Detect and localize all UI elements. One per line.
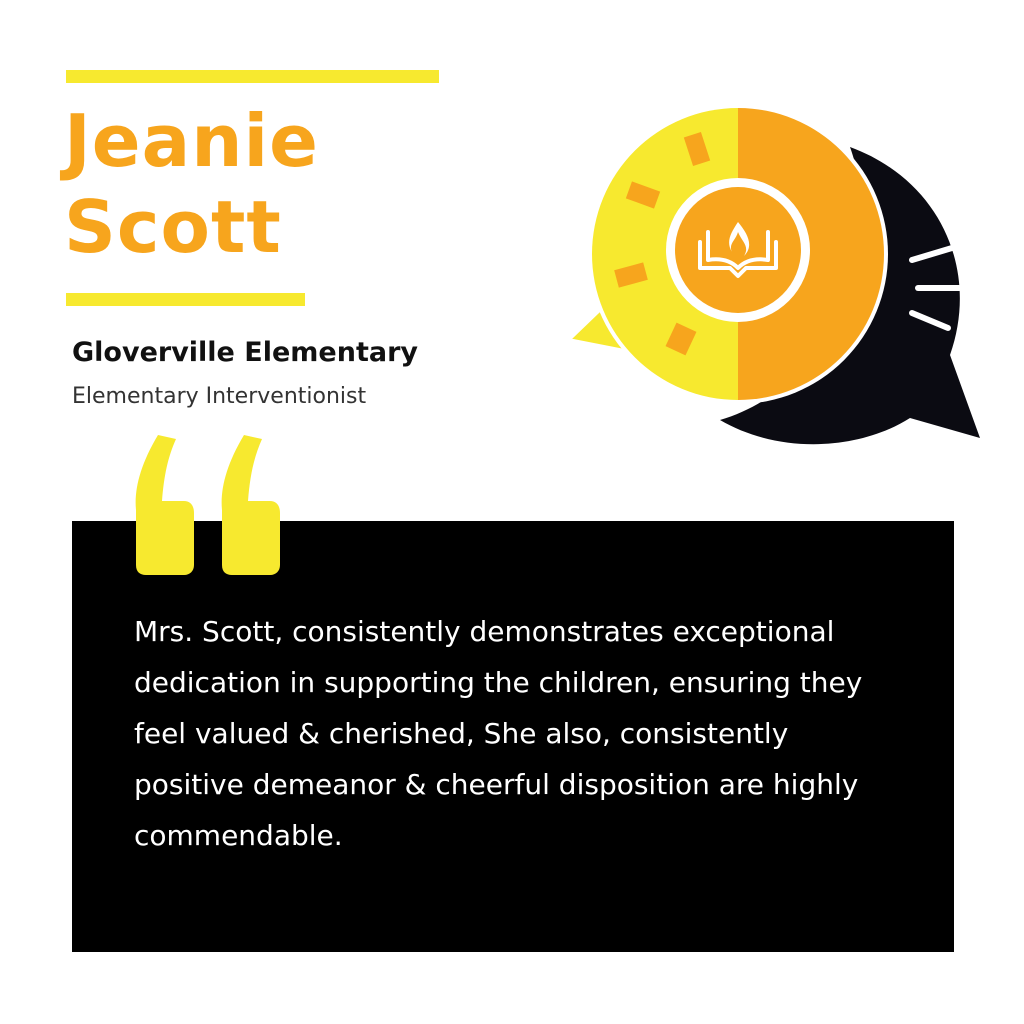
testimonial-quote: Mrs. Scott, consistently demonstrates exceptional dedication in supporting the children, ensuring they feel valued & cherished, She also, consistently positive demeanor & cheerful disposition are highly commendable. xyxy=(134,615,863,852)
job-title: Elementary Interventionist xyxy=(72,384,367,409)
school-name: Gloverville Elementary xyxy=(72,337,418,368)
speech-bubble-logo xyxy=(560,100,990,460)
bottom-accent-bar xyxy=(66,293,305,306)
top-accent-bar xyxy=(66,70,439,83)
quotation-mark-icon xyxy=(130,435,290,580)
person-name: Jeanie Scott xyxy=(64,99,319,269)
sun-speech-bubble xyxy=(568,104,888,404)
